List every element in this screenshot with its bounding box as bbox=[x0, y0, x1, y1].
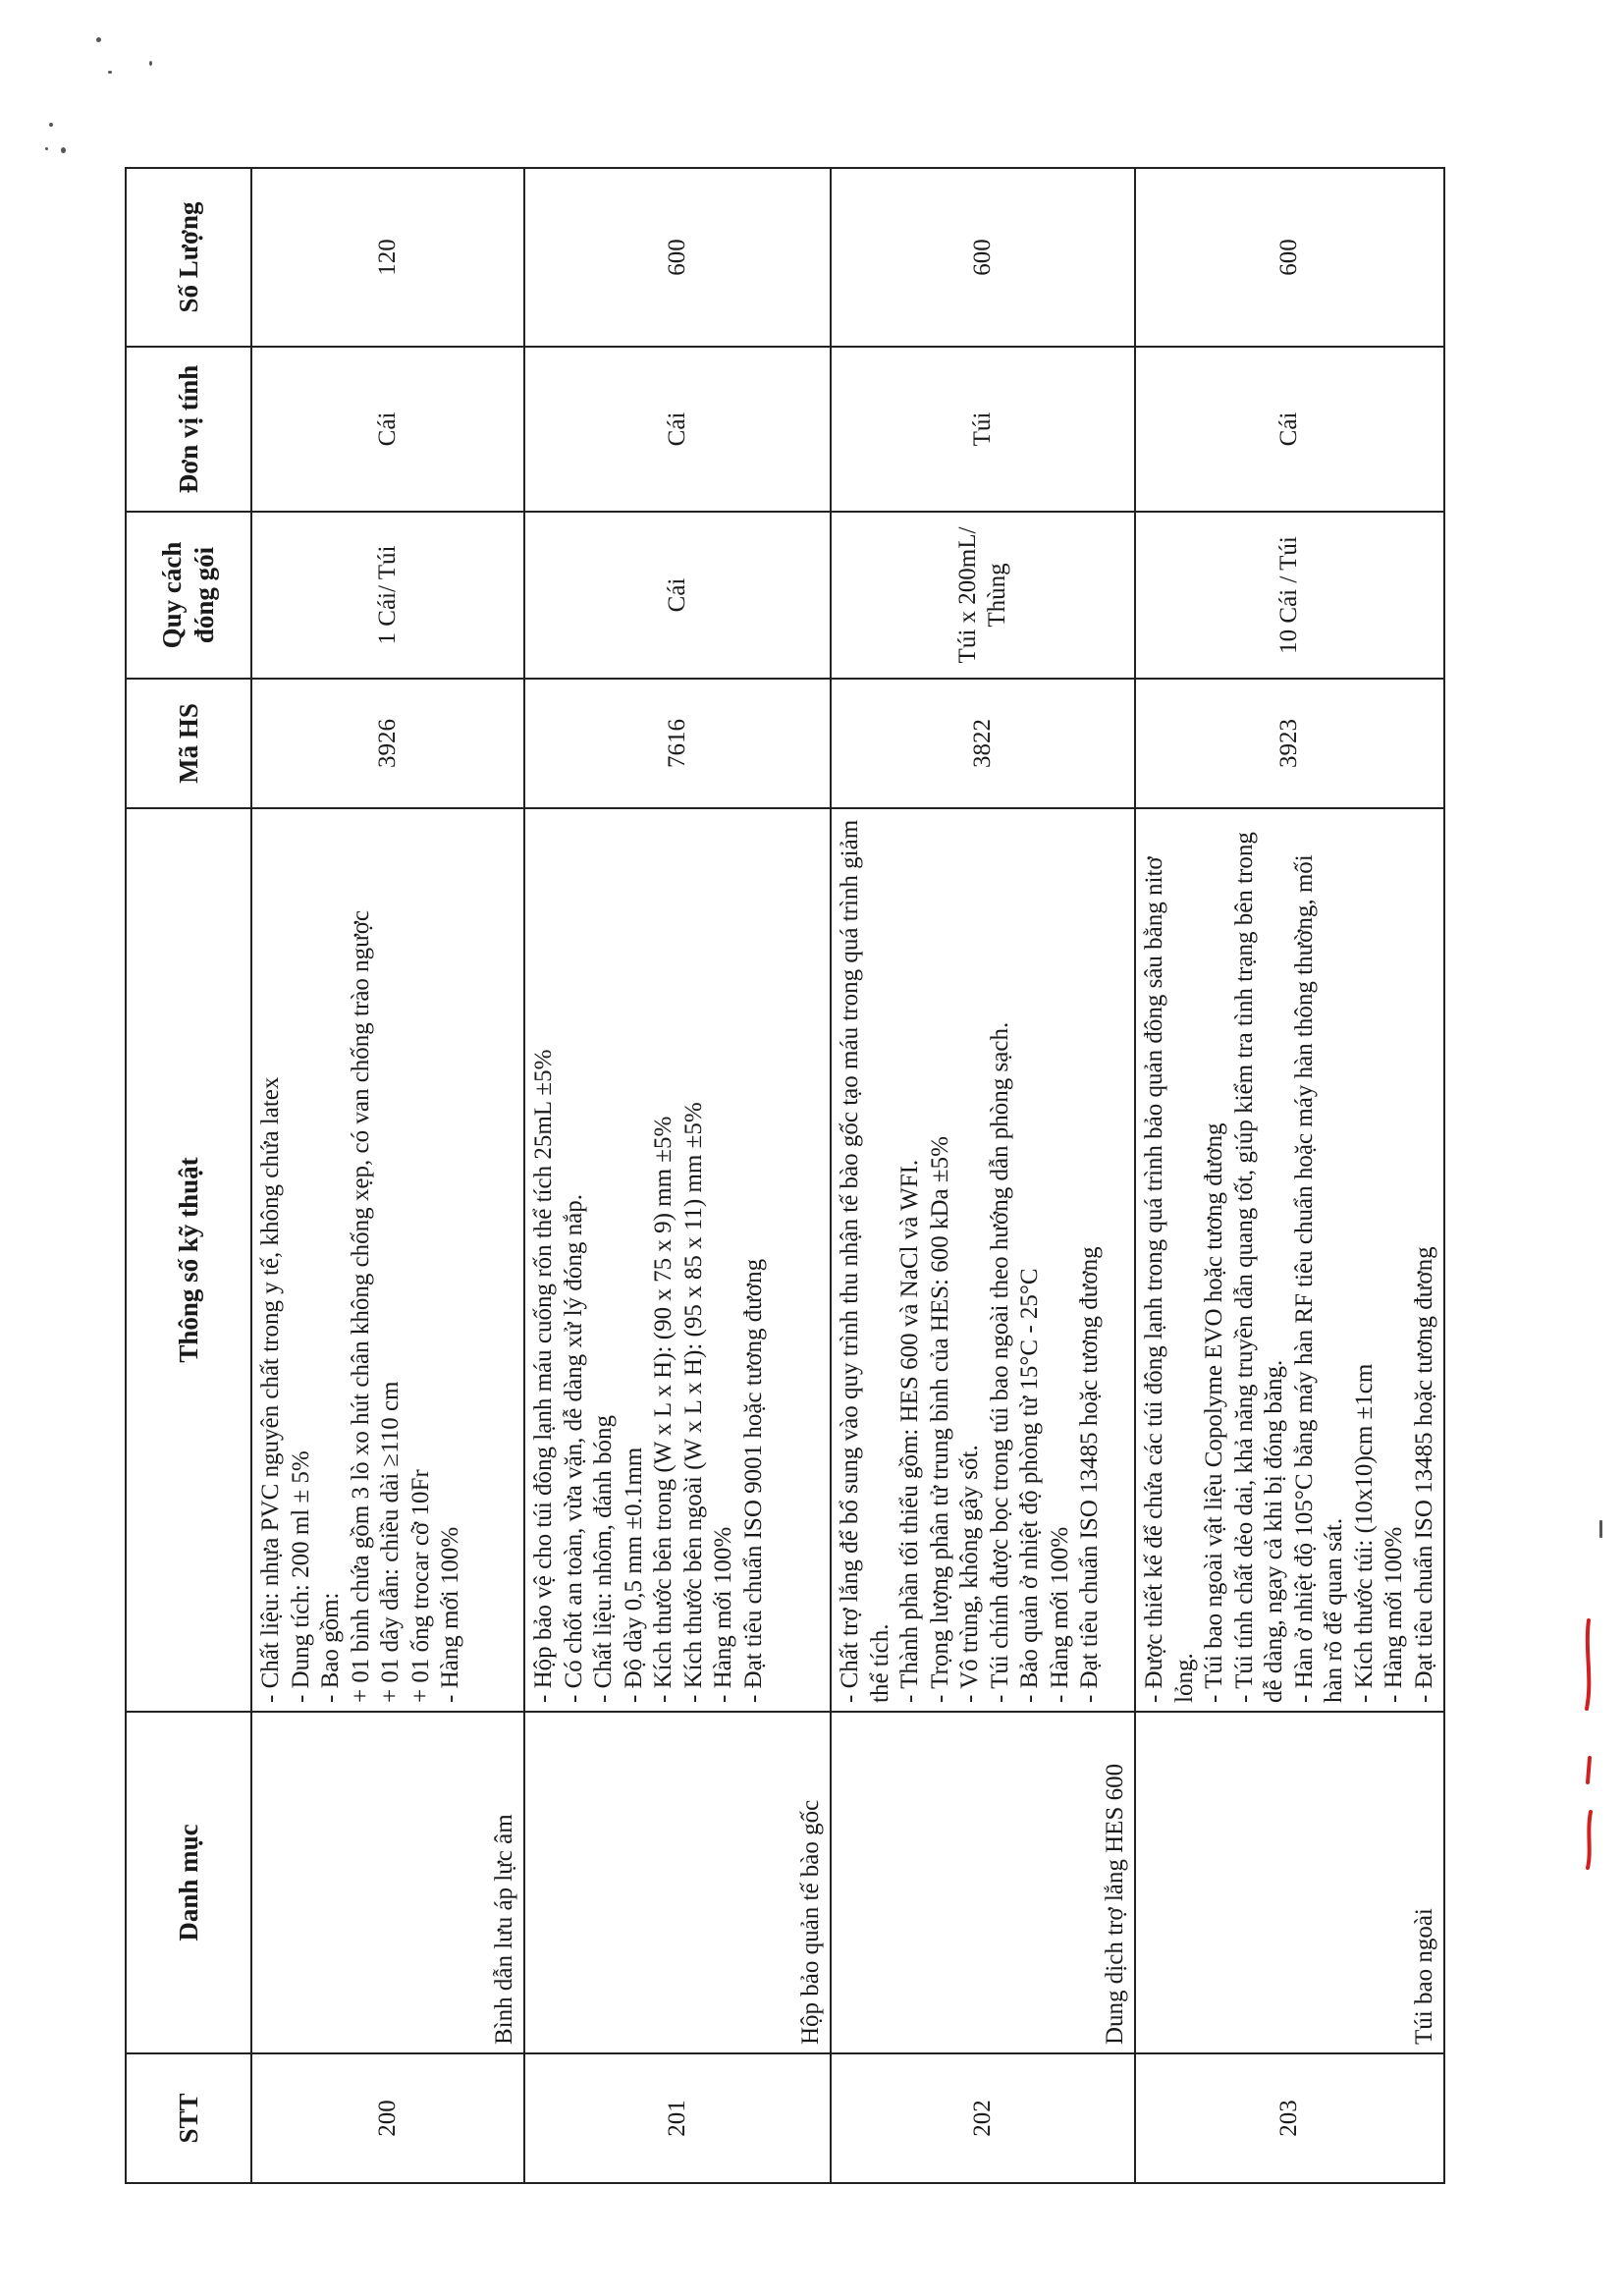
spec-line: - Độ dày 0,5 mm ±0.1mm bbox=[620, 1447, 647, 1703]
spec-line: - Thành phần tối thiểu gồm: HES 600 và NaCl và WFI. bbox=[896, 1159, 923, 1703]
spec-line: - Hộp bảo vệ cho túi đông lạnh máu cuống rốn thể tích 25mL ±5% bbox=[530, 1049, 557, 1703]
spec-line: - Túi tính chất dẻo dai, khả năng truyền dẫn quang tốt, giúp kiểm tra tình trạng bên trong dễ dàng, ngay cả khi bị đóng băng. bbox=[1230, 832, 1287, 1703]
row-hs: 3822 bbox=[831, 679, 1135, 808]
spec-line: - Túi bao ngoài vật liệu Copolyme EVO hoặc tương đương bbox=[1201, 1122, 1227, 1703]
row-name: Bình dẫn lưu áp lực âm bbox=[251, 1712, 524, 2053]
spec-line: - Chất trợ lắng để bổ sung vào quy trình thu nhận tế bào gốc tạo máu trong quá trình giảm thể tích. bbox=[837, 819, 893, 1703]
red-ink-mark bbox=[1579, 1611, 1598, 1876]
spec-line: + 01 dây dẫn: chiều dài ≥110 cm bbox=[377, 1381, 404, 1703]
row-unit: Cái bbox=[524, 347, 831, 512]
spec-line: - Được thiết kế để chứa các túi đông lạnh trong quá trình bảo quản đông sâu bằng nitơ lỏng. bbox=[1141, 856, 1198, 1703]
row-pack: Túi x 200mL/ Thùng bbox=[831, 512, 1135, 679]
header-stt: STT bbox=[126, 2053, 251, 2183]
spec-line: - Hàn ở nhiệt độ 105°C bằng máy hàn RF tiêu chuẩn hoặc máy hàn thông thường, mối hàn rõ để quan sát. bbox=[1290, 854, 1347, 1703]
table-row bbox=[1135, 168, 1444, 2183]
spec-line: + 01 ống trocar cỡ 10Fr bbox=[406, 1469, 434, 1703]
spec-line: - Hàng mới 100% bbox=[1046, 1526, 1073, 1703]
spec-line: - Dung tích: 200 ml ± 5% bbox=[287, 1450, 314, 1703]
row-hs: 7616 bbox=[524, 679, 831, 808]
header-pack bbox=[126, 512, 251, 679]
header-pack-line1: Quy cách bbox=[157, 541, 188, 649]
spec-line: - Kích thước túi: (10x10)cm ±1cm bbox=[1350, 1363, 1378, 1703]
row-spec bbox=[1135, 808, 1444, 1712]
row-name: Dung dịch trợ lắng HES 600 bbox=[831, 1712, 1135, 2053]
header-unit: Đơn vị tính bbox=[126, 347, 251, 512]
rotated-page bbox=[125, 169, 1437, 2184]
header-hs: Mã HS bbox=[126, 679, 251, 808]
table-row bbox=[831, 168, 1135, 2183]
spec-line: - Trọng lượng phân tử trung bình của HES: 600 kDa ±5% bbox=[926, 1136, 953, 1703]
header-pack-line2: đóng gói bbox=[189, 546, 219, 644]
scan-speck bbox=[96, 37, 101, 42]
row-qty: 600 bbox=[1135, 168, 1444, 347]
row-stt: 202 bbox=[831, 2053, 1135, 2183]
header-qty: Số Lượng bbox=[126, 168, 251, 347]
spec-line: - Kích thước bên trong (W x L x H): (90 x 75 x 9) mm ±5% bbox=[650, 1116, 677, 1703]
table-row bbox=[251, 168, 524, 2183]
row-spec bbox=[831, 808, 1135, 1712]
row-qty: 120 bbox=[251, 168, 524, 347]
spec-line: - Vô trùng, không gây sốt. bbox=[956, 1445, 983, 1703]
row-spec bbox=[251, 808, 524, 1712]
spec-line: - Có chốt an toàn, vừa vặn, dễ dàng xử lý đóng nắp. bbox=[560, 1194, 587, 1703]
row-unit: Túi bbox=[831, 347, 1135, 512]
row-hs: 3923 bbox=[1135, 679, 1444, 808]
spec-line: - Hàng mới 100% bbox=[710, 1526, 736, 1703]
row-unit: Cái bbox=[251, 347, 524, 512]
row-pack: 1 Cái/ Túi bbox=[251, 512, 524, 679]
spec-line: - Bảo quản ở nhiệt độ phòng từ 15°C - 25°C bbox=[1016, 1268, 1043, 1703]
spec-line: - Hàng mới 100% bbox=[1380, 1526, 1407, 1703]
scan-speck bbox=[49, 123, 53, 127]
spec-line: - Chất liệu: nhựa PVC nguyên chất trong y tế, không chứa latex bbox=[257, 1076, 284, 1703]
row-spec bbox=[524, 808, 831, 1712]
spec-line: - Kích thước bên ngoài (W x L x H): (95 x 85 x 11) mm ±5% bbox=[679, 1102, 707, 1703]
row-stt: 203 bbox=[1135, 2053, 1444, 2183]
spec-line: - Bao gồm: bbox=[317, 1592, 344, 1703]
row-pack: 10 Cái / Túi bbox=[1135, 512, 1444, 679]
row-qty: 600 bbox=[831, 168, 1135, 347]
row-qty: 600 bbox=[524, 168, 831, 347]
spec-line: - Đạt tiêu chuẩn ISO 9001 hoặc tương đương bbox=[739, 1258, 767, 1703]
header-name: Danh mục bbox=[126, 1712, 251, 2053]
scan-speck bbox=[149, 61, 152, 66]
table-header-row bbox=[126, 168, 251, 2183]
spec-line: + 01 bình chứa gồm 3 lò xo hút chân không chống xẹp, có van chống trào ngược bbox=[347, 909, 374, 1703]
spec-line: - Đạt tiêu chuẩn ISO 13485 hoặc tương đương bbox=[1410, 1246, 1437, 1703]
scan-speck bbox=[45, 147, 48, 150]
row-hs: 3926 bbox=[251, 679, 524, 808]
row-unit: Cái bbox=[1135, 347, 1444, 512]
spec-line: - Đạt tiêu chuẩn ISO 13485 hoặc tương đương bbox=[1076, 1246, 1103, 1703]
header-spec: Thông số kỹ thuật bbox=[126, 808, 251, 1712]
row-pack: Cái bbox=[524, 512, 831, 679]
row-name: Hộp bảo quản tế bào gốc bbox=[524, 1712, 831, 2053]
scan-speck bbox=[1599, 1520, 1602, 1538]
spec-line: - Hàng mới 100% bbox=[437, 1526, 463, 1703]
scan-speck bbox=[61, 147, 66, 153]
row-stt: 200 bbox=[251, 2053, 524, 2183]
spec-line: - Túi chính được bọc trong túi bao ngoài theo hướng dẫn phòng sạch. bbox=[986, 1021, 1013, 1703]
spec-table bbox=[125, 167, 1445, 2184]
table-row bbox=[524, 168, 831, 2183]
spec-line: - Chất liệu: nhôm, đánh bóng bbox=[590, 1414, 617, 1703]
scan-speck bbox=[108, 71, 112, 74]
row-name: Túi bao ngoài bbox=[1135, 1712, 1444, 2053]
row-stt: 201 bbox=[524, 2053, 831, 2183]
